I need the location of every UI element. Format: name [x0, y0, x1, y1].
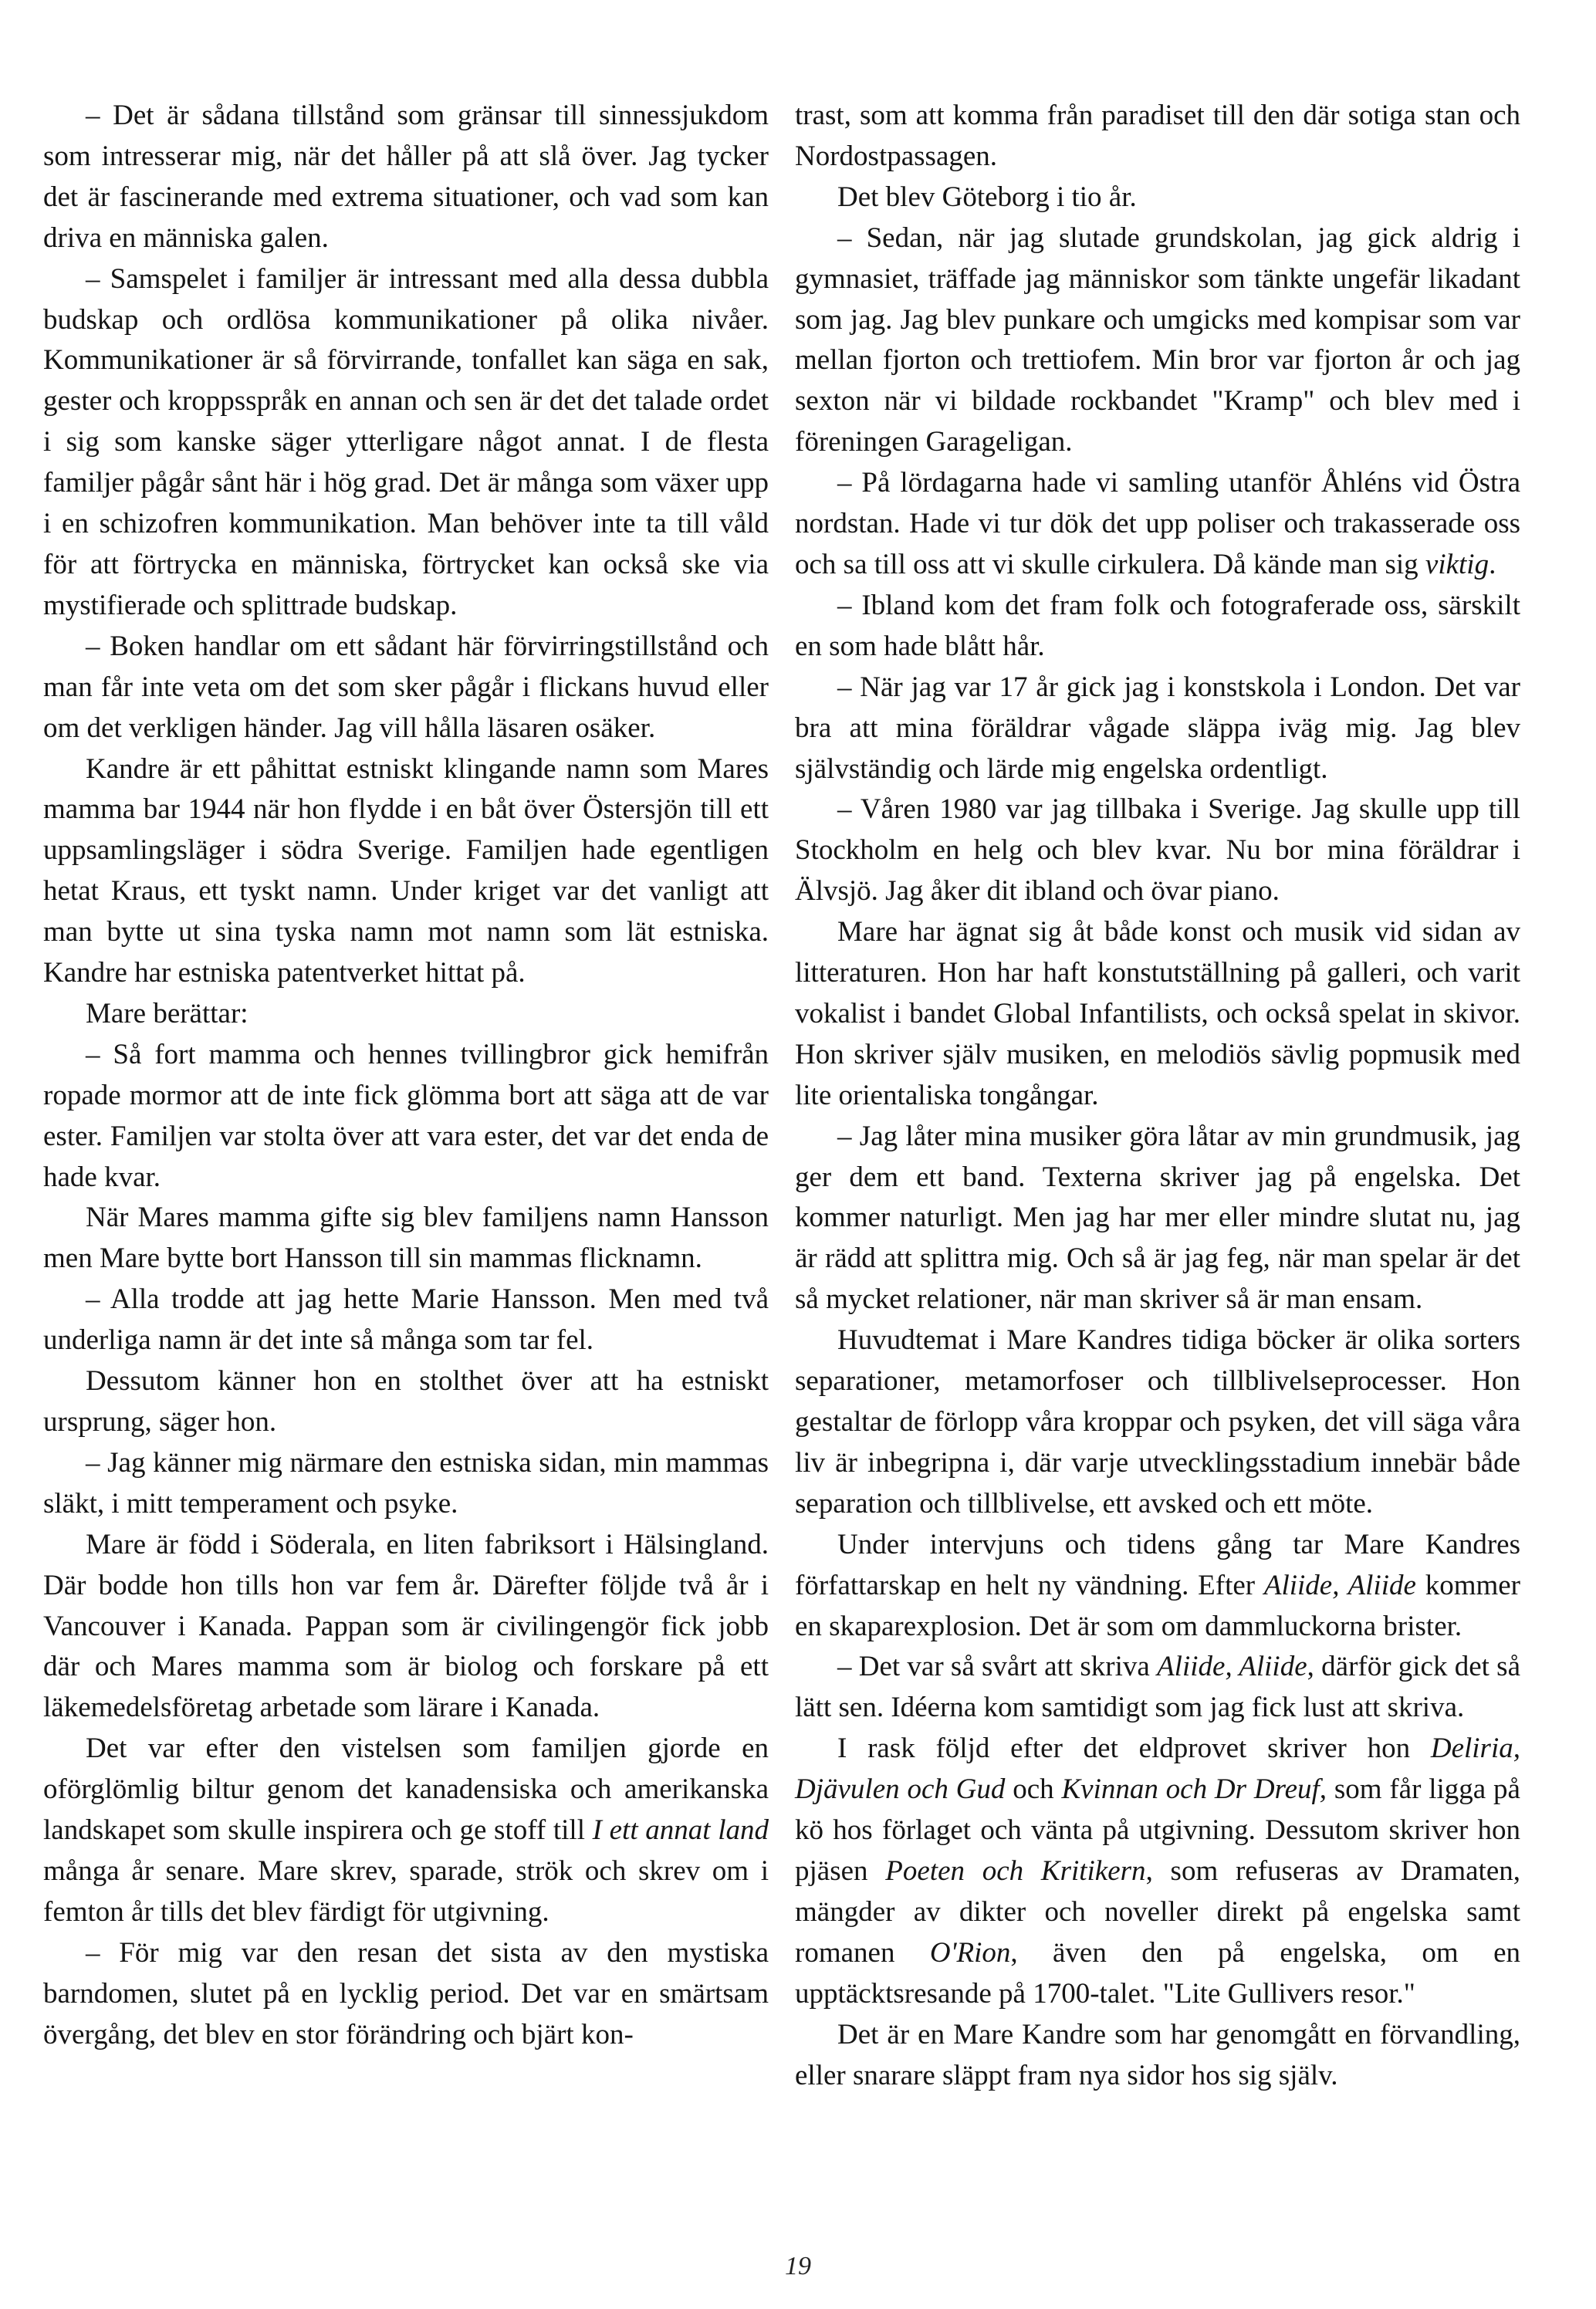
paragraph: – Jag känner mig närmare den estniska sidan, min mammas släkt, i mitt temperament och psyke. — [43, 1446, 769, 1520]
paragraph-text: många år senare. Mare skrev, sparade, strök och skrev om i femton år tills det blev färdigt för utgivning. — [43, 1854, 769, 1928]
paragraph-text: , även den på engelska, om en upptäcktsresande på 1700-talet. "Lite Gullivers resor." — [795, 1936, 1521, 2010]
paragraph: Det är en Mare Kandre som har genomgått en förvandling, eller snarare släppt fram nya sidor hos sig själv. — [795, 2018, 1520, 2091]
paragraph — [795, 1647, 1520, 1729]
paragraph: – När jag var 17 år gick jag i konstskola i London. Det var bra att mina föräldrar vågade släppa iväg mig. Jag blev självständig och lärde mig engelska ordentligt. — [795, 671, 1520, 785]
paragraph-text: . — [1489, 548, 1496, 580]
paragraph — [795, 1525, 1520, 1648]
paragraph: När Mares mamma gifte sig blev familjens namn Hansson men Mare bytte bort Hansson till sin mammas flicknamn. — [43, 1202, 769, 1275]
paragraph-text: kommer en skaparexplosion. Det är som om dammluckorna brister. — [795, 1569, 1520, 1642]
paragraph — [795, 463, 1520, 586]
paragraph: – Våren 1980 var jag tillbaka i Sverige. Jag skulle upp till Stockholm en helg och blev kvar. Nu bor mina föräldrar i Älvsjö. Jag åker dit ibland och övar piano. — [795, 793, 1520, 908]
paragraph-text: därför gick det så lätt sen. Idéerna kom samtidigt som jag fick lust att skriva. — [795, 1651, 1521, 1724]
paragraph: – Alla trodde att jag hette Marie Hansson. Men med två underliga namn är det inte så många som tar fel. — [43, 1283, 769, 1357]
book-title: Deliria, Djävulen och Gud — [795, 1733, 1520, 1806]
paragraph: Kandre är ett påhittat estniskt klingande namn som Mares mamma bar 1944 när hon flydde i en båt över Östersjön till ett uppsamlingsläger i södra Sverige. Familjen hade egentligen hetat Kraus, ett tyskt namn. Under kriget var det vanligt att man bytte ut sina tyska namn mot namn som lät estniska. Kandre har estniska patentverket hittat på. — [43, 752, 769, 989]
paragraph: – Sedan, när jag slutade grundskolan, jag gick aldrig i gymnasiet, träffade jag människor som tänkte ungefär likadant som jag. Jag blev punkare och umgicks med kompisar som var mellan fjorton och trettiofem. Min bror var fjorton år och jag sexton när vi bildade rockbandet "Kramp" och blev med i föreningen Garageligan. — [795, 221, 1520, 458]
book-title: Poeten och Kritikern — [885, 1854, 1146, 1887]
paragraph: – Boken handlar om ett sådant här förvirringstillstånd och man får inte veta om det som sker pågår i flickans huvud eller om det verkligen händer. Jag vill hålla läsaren osäker. — [43, 630, 769, 744]
page-number: 19 — [785, 2252, 811, 2280]
paragraph-text: – Det var så svårt att skriva — [837, 1651, 1150, 1683]
paragraph: – Så fort mamma och hennes tvillingbror gick hemifrån ropade mormor att de inte fick glömma bort att säga att de var ester. Familjen var stolta över att vara ester, det var det enda de hade kvar. — [43, 1038, 769, 1193]
paragraph-text: och — [1005, 1773, 1062, 1806]
paragraph: Mare är född i Söderala, en liten fabriksort i Hälsingland. Där bodde hon tills hon var fem år. Därefter följde två år i Vancouver i Kanada. Pappan som är civilingengör fick jobb där och Mares mamma som är biolog och forskare på ett läkemedelsföretag arbetade som lärare i Kanada. — [43, 1528, 769, 1724]
paragraph: – För mig var den resan det sista av den mystiska barndomen, slutet på en lycklig period. Det var en smärtsam övergång, det blev en stor förändring och bjärt kon- — [43, 1936, 769, 2050]
book-title: I ett annat land — [592, 1814, 769, 1847]
right-column — [795, 96, 1520, 2096]
emphasis: viktig — [1425, 548, 1489, 580]
paragraph-text: – På lördagarna hade vi samling utanför Åhléns vid Östra nordstan. Hade vi tur dök det upp poliser och trakasserade oss och sa till oss att vi skulle cirkulera. Då kände man sig — [795, 467, 1520, 580]
paragraph-text: , — [1307, 1651, 1314, 1683]
paragraph: – Samspelet i familjer är intressant med alla dessa dubbla budskap och ordlösa kommunikationer på olika nivåer. Kommunikationer är så förvirrande, tonfallet kan säga en sak, gester och kroppsspråk en annan och sen är det det talade ordet i sig som kanske säger ytterligare något annat. I de flesta familjer pågår sånt här i hög grad. Det är många som växer upp i en schizofren kommunikation. Man behöver inte ta till våld för att förtrycka en människa, förtrycket kan också ske via mystifierade och splittrade budskap. — [43, 262, 769, 621]
paragraph: Mare berättar: — [86, 997, 249, 1029]
paragraph: – Det är sådana tillstånd som gränsar till sinnessjukdom som intresserar mig, när det håller på att slå över. Jag tycker det är fascinerande med extrema situationer, och vad som kan driva en människa galen. — [43, 100, 769, 254]
paragraph-text: , som refuseras av Dramaten, mängder av dikter och noveller direkt på engelska samt romanen — [795, 1854, 1521, 1969]
paragraph: trast, som att komma från paradiset till den där sotiga stan och Nordostpassagen. — [795, 100, 1520, 172]
paragraph: – Jag låter mina musiker göra låtar av min grundmusik, jag ger dem ett band. Texterna skriver jag på engelska. Det kommer naturligt. Men jag har mer eller mindre slutat nu, jag är rädd att splittra mig. Och så är jag feg, när man spelar är det så mycket relationer, när man skriver så är man ensam. — [795, 1120, 1520, 1316]
paragraph: Det blev Göteborg i tio år. — [837, 181, 1137, 213]
book-title: Aliide, Aliide — [1263, 1569, 1416, 1601]
paragraph: Dessutom känner hon en stolthet över att ha estniskt ursprung, säger hon. — [43, 1365, 769, 1438]
book-title: Kvinnan och Dr Dreuf, — [1061, 1773, 1327, 1806]
paragraph — [43, 1729, 769, 1933]
book-title: Aliide, Aliide — [1157, 1651, 1307, 1683]
paragraph-text: Under intervjuns och tidens gång tar Mare Kandres författarskap en helt ny vändning. Efter — [795, 1528, 1520, 1601]
book-title: O'Rion — [929, 1936, 1011, 1969]
left-column — [43, 96, 769, 2056]
paragraph-text: som får ligga på kö hos förlaget och vänta på utgivning. Dessutom skriver hon pjäsen — [795, 1773, 1520, 1887]
paragraph-text: I rask följd efter det eldprovet skriver hon — [837, 1733, 1411, 1765]
paragraph-text: Det var efter den vistelsen som familjen gjorde en oförglömlig biltur genom det kanadensiska och amerikanska landskapet som skulle inspirera och ge stoff till — [43, 1733, 769, 1847]
paragraph: Mare har ägnat sig åt både konst och musik vid sidan av litteraturen. Hon har haft konstutställning på galleri, och varit vokalist i bandet Global Infantilists, och också spelat in skivor. Hon skriver själv musiken, en melodiös sävlig popmusik med lite orientaliska tongångar. — [795, 916, 1520, 1111]
paragraph: – Ibland kom det fram folk och fotograferade oss, särskilt en som hade blått hår. — [795, 589, 1520, 662]
paragraph: Huvudtemat i Mare Kandres tidiga böcker är olika sorters separationer, metamorfoser och tillblivelseprocesser. Hon gestaltar de förlopp våra kroppar och psyken, det vill säga våra liv är inbegripna i, där varje utvecklingsstadium innebär både separation och tillblivelse, ett avsked och ett möte. — [795, 1324, 1520, 1520]
paragraph — [795, 1729, 1520, 2014]
